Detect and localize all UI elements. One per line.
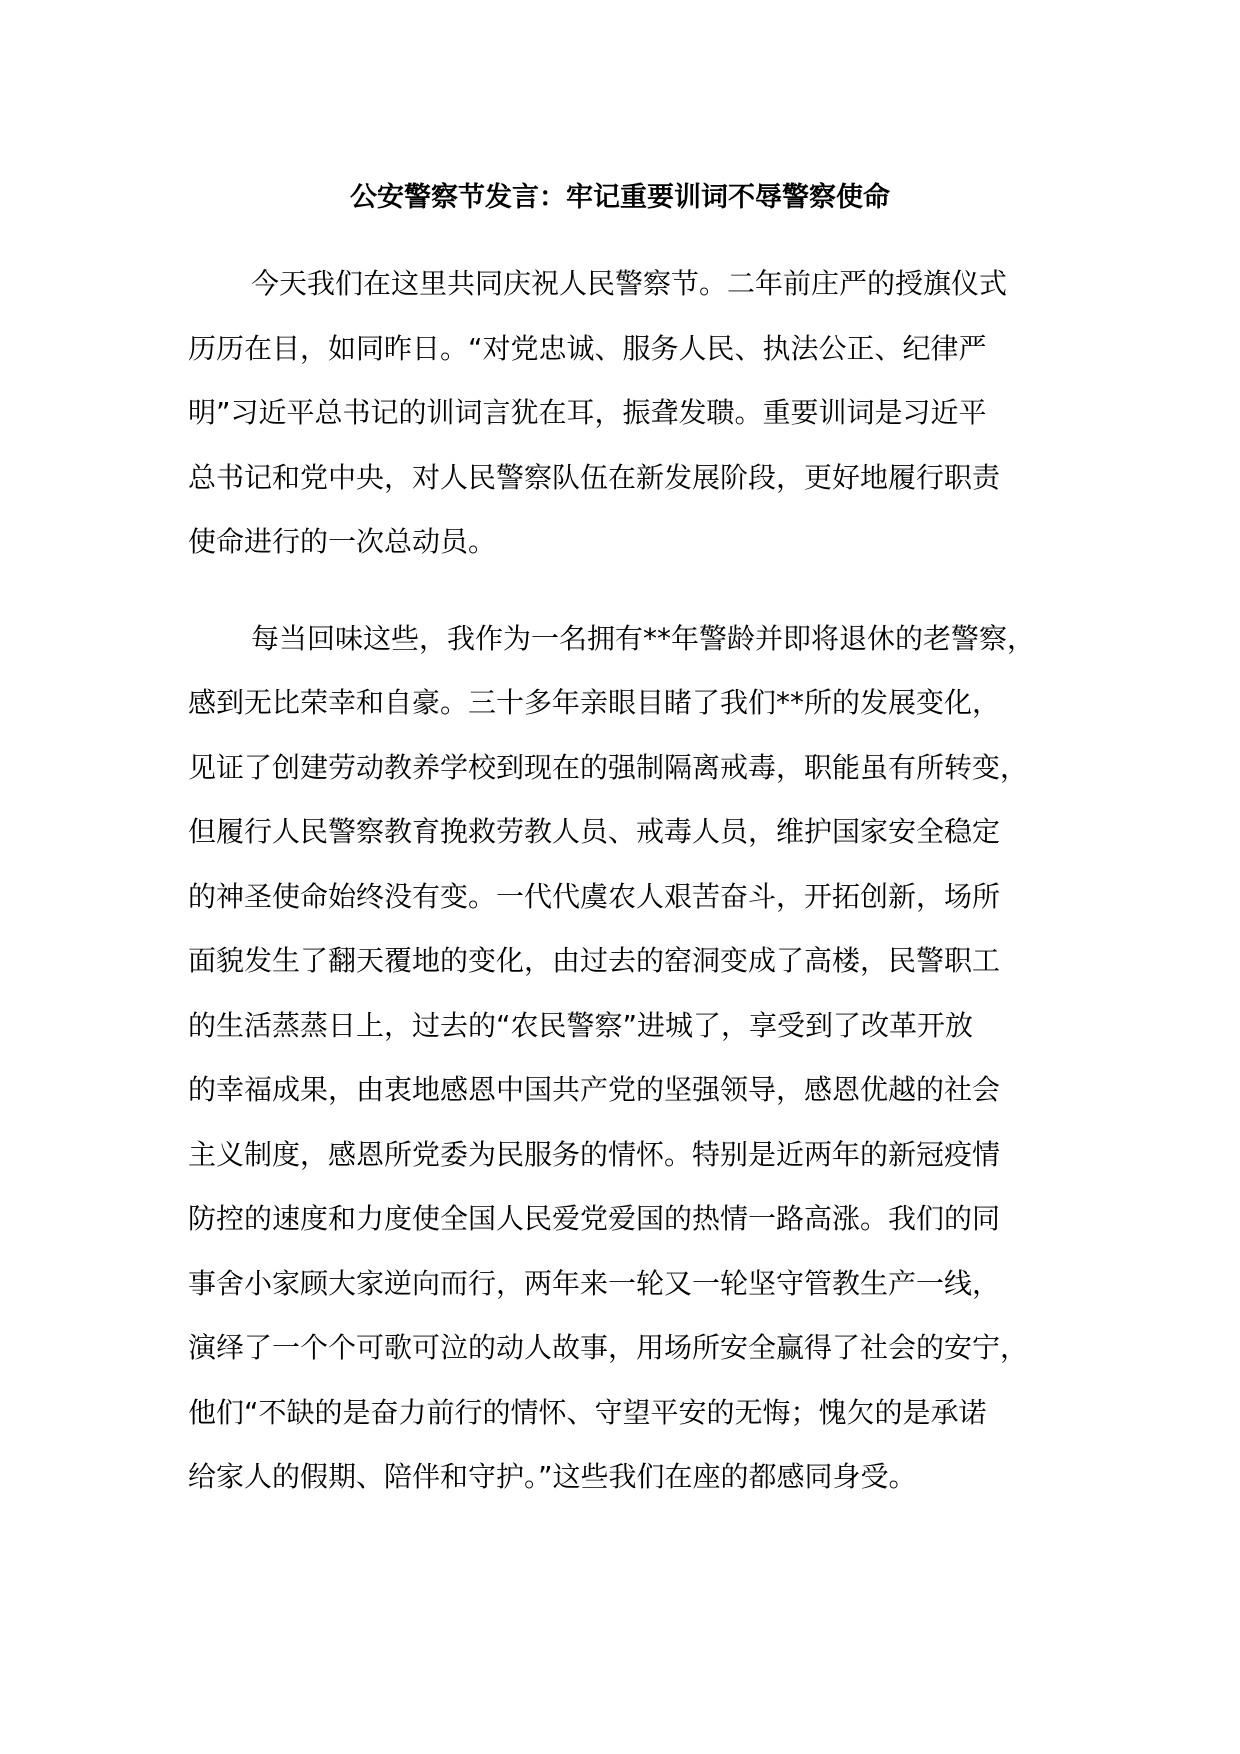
paragraph-line: 面貌发生了翻天覆地的变化，由过去的窑洞变成了高楼，民警职工 [188,944,1001,977]
paragraph-line: 的生活蒸蒸日上，过去的“农民警察”进城了，享受到了改革开放 [188,1008,974,1042]
paragraph-line: 今天我们在这里共同庆祝人民警察节。二年前庄严的授旗仪式 [251,267,1008,300]
paragraph-line: 演绎了一个个可歌可泣的动人故事，用场所安全赢得了社会的安宁， [188,1331,1029,1364]
document-title: 公安警察节发言：牢记重要训词不辱警察使命 [350,182,890,213]
paragraph-line: 防控的速度和力度使全国人民爱党爱国的热情一路高涨。我们的同 [188,1202,1001,1235]
paragraph-line: 感到无比荣幸和自豪。三十多年亲眼目睹了我们**所的发展变化， [188,686,1001,719]
paragraph-line: 事舍小家顾大家逆向而行，两年来一轮又一轮坚守管教生产一线， [188,1266,1001,1300]
paragraph-line: 主义制度，感恩所党委为民服务的情怀。特别是近两年的新冠疫情 [188,1137,1001,1171]
paragraph-line: 他们“不缺的是奋力前行的情怀、守望平安的无悔；愧欠的是承诺 [188,1395,987,1429]
paragraph-line: 的幸福成果，由衷地感恩中国共产党的坚强领导，感恩优越的社会 [188,1073,1001,1106]
paragraph-line: 见证了创建劳动教养学校到现在的强制隔离戒毒，职能虽有所转变， [188,750,1029,784]
paragraph-line: 但履行人民警察教育挽救劳教人员、戒毒人员，维护国家安全稳定 [188,815,1001,848]
paragraph-line: 的神圣使命始终没有变。一代代虞农人艰苦奋斗，开拓创新，场所 [188,879,1001,913]
paragraph-line: 给家人的假期、陪伴和守护。”这些我们在座的都感同身受。 [188,1460,917,1493]
paragraph-line: 明”习近平总书记的训词言犹在耳，振聋发聩。重要训词是习近平 [188,396,987,429]
paragraph-2 [188,607,1068,1510]
paragraph-line: 使命进行的一次总动员。 [188,525,497,558]
paragraph-1 [188,252,1068,575]
paragraph-line: 总书记和党中央，对人民警察队伍在新发展阶段，更好地履行职责 [188,460,1001,494]
paragraph-line: 每当回味这些，我作为一名拥有**年警龄并即将退休的老警察， [251,621,1036,655]
document-body [188,252,1068,1542]
paragraph-line: 历历在目，如同昨日。“对党忠诚、服务人民、执法公正、纪律严 [188,331,987,365]
